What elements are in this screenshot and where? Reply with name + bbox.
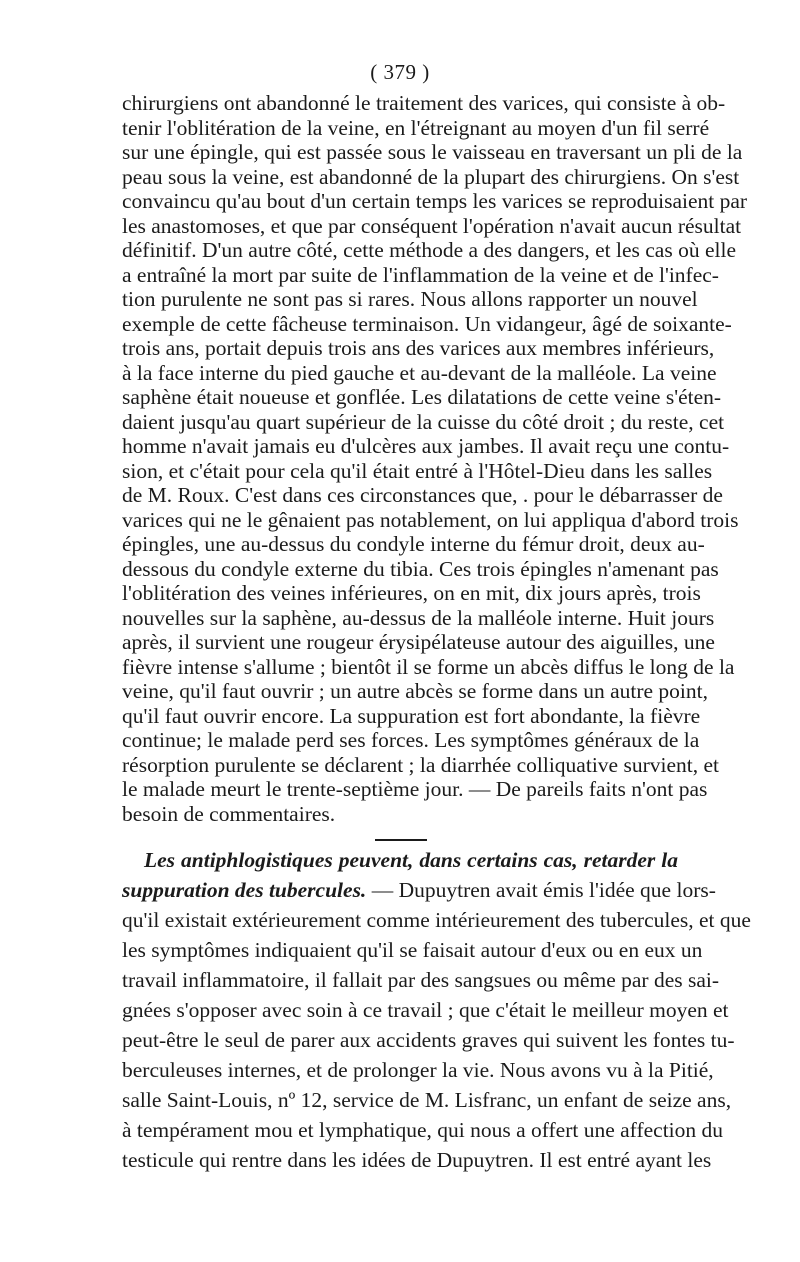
text-line: trois ans, portait depuis trois ans des varices aux membres inférieurs, xyxy=(122,336,715,360)
section-heading-title: suppuration des tubercules. xyxy=(122,878,367,902)
text-line: exemple de cette fâcheuse terminaison. Un vidangeur, âgé de soixante- xyxy=(122,311,732,336)
text-line: travail inflammatoire, il fallait par des sangsues ou même par des sai- xyxy=(122,968,720,992)
text-line: peau sous la veine, est abandonné de la plupart des chirurgiens. On s'est xyxy=(122,164,740,189)
text-line: le malade meurt le trente-septième jour. — De pareils faits n'ont pas xyxy=(122,777,708,801)
text-line: besoin de commentaires. xyxy=(122,801,336,826)
section-heading-line-2 xyxy=(122,875,716,905)
text-line: fièvre intense s'allume ; bientôt il se forme un abcès diffus le long de la xyxy=(122,654,735,679)
section-divider xyxy=(375,839,427,841)
text-line: résorption purulente se déclarent ; la diarrhée colliquative survient, et xyxy=(122,752,719,777)
text-line: berculeuses internes, et de prolonger la vie. Nous avons vu à la Pitié, xyxy=(122,1058,714,1082)
text-line: après, il survient une rougeur érysipélateuse autour des aiguilles, une xyxy=(122,630,715,654)
text-line: gnées s'opposer avec soin à ce travail ; que c'était le meilleur moyen et xyxy=(122,998,729,1022)
text-line: peut-être le seul de parer aux accidents graves qui suivent les fontes tu- xyxy=(122,1028,735,1052)
text-line: homme n'avait jamais eu d'ulcères aux jambes. Il avait reçu une contu- xyxy=(122,434,730,458)
text-line: sion, et c'était pour cela qu'il était entré à l'Hôtel-Dieu dans les salles xyxy=(122,458,713,483)
text-line: nouvelles sur la saphène, au-dessus de la malléole interne. Huit jours xyxy=(122,605,715,630)
text-line: saphène était noueuse et gonflée. Les dilatations de cette veine s'éten- xyxy=(122,385,722,409)
page-number: ( 379 ) xyxy=(370,60,430,84)
text-line: convaincu qu'au bout d'un certain temps les varices se reproduisaient par xyxy=(122,189,748,213)
text-line: veine, qu'il faut ouvrir ; un autre abcès se forme dans un autre point, xyxy=(122,679,708,703)
text-line: salle Saint-Louis, nº 12, service de M. Lisfranc, un enfant de seize ans, xyxy=(122,1088,732,1112)
text-line: les symptômes indiquaient qu'il se faisait autour d'eux ou en eux un xyxy=(122,938,703,962)
text-line: l'oblitération des veines inférieures, on en mit, dix jours après, trois xyxy=(122,581,701,605)
text-line: daient jusqu'au quart supérieur de la cuisse du côté droit ; du reste, cet xyxy=(122,409,725,434)
text-line: les anastomoses, et que par conséquent l'opération n'avait aucun résultat xyxy=(122,213,742,238)
text-line: sur une épingle, qui est passée sous le vaisseau en traversant un pli de la xyxy=(122,140,743,164)
text-line: continue; le malade perd ses forces. Les symptômes généraux de la xyxy=(122,728,700,752)
text-line: à la face interne du pied gauche et au-devant de la malléole. La veine xyxy=(122,360,717,385)
text-line: chirurgiens ont abandonné le traitement des varices, qui consiste à ob- xyxy=(122,91,726,115)
text-line: de M. Roux. C'est dans ces circonstances que, . pour le débarrasser de xyxy=(122,483,723,507)
text-line: à tempérament mou et lymphatique, qui nous a offert une affection du xyxy=(122,1118,724,1142)
text-line: dessous du condyle externe du tibia. Ces trois épingles n'amenant pas xyxy=(122,556,719,581)
text-line: varices qui ne le gênaient pas notablement, on lui appliqua d'abord trois xyxy=(122,507,739,532)
text-line: tenir l'oblitération de la veine, en l'étreignant au moyen d'un fil serré xyxy=(122,115,710,140)
text-line: a entraîné la mort par suite de l'inflammation de la veine et de l'infec- xyxy=(122,262,719,287)
section-heading-line-1: Les antiphlogistiques peuvent, dans certains cas, retarder la xyxy=(144,848,678,872)
text-line: testicule qui rentre dans les idées de Dupuytren. Il est entré ayant les xyxy=(122,1148,712,1172)
text-line: tion purulente ne sont pas si rares. Nous allons rapporter un nouvel xyxy=(122,287,698,311)
text-line: épingles, une au-dessus du condyle interne du fémur droit, deux au- xyxy=(122,532,705,556)
text-line: qu'il faut ouvrir encore. La suppuration est fort abondante, la fièvre xyxy=(122,703,701,728)
text-line: qu'il existait extérieurement comme intérieurement des tubercules, et que xyxy=(122,908,751,932)
text-line: définitif. D'un autre côté, cette méthode a des dangers, et les cas où elle xyxy=(122,238,736,262)
section-heading-continuation: — Dupuytren avait émis l'idée que lors- xyxy=(366,878,716,902)
